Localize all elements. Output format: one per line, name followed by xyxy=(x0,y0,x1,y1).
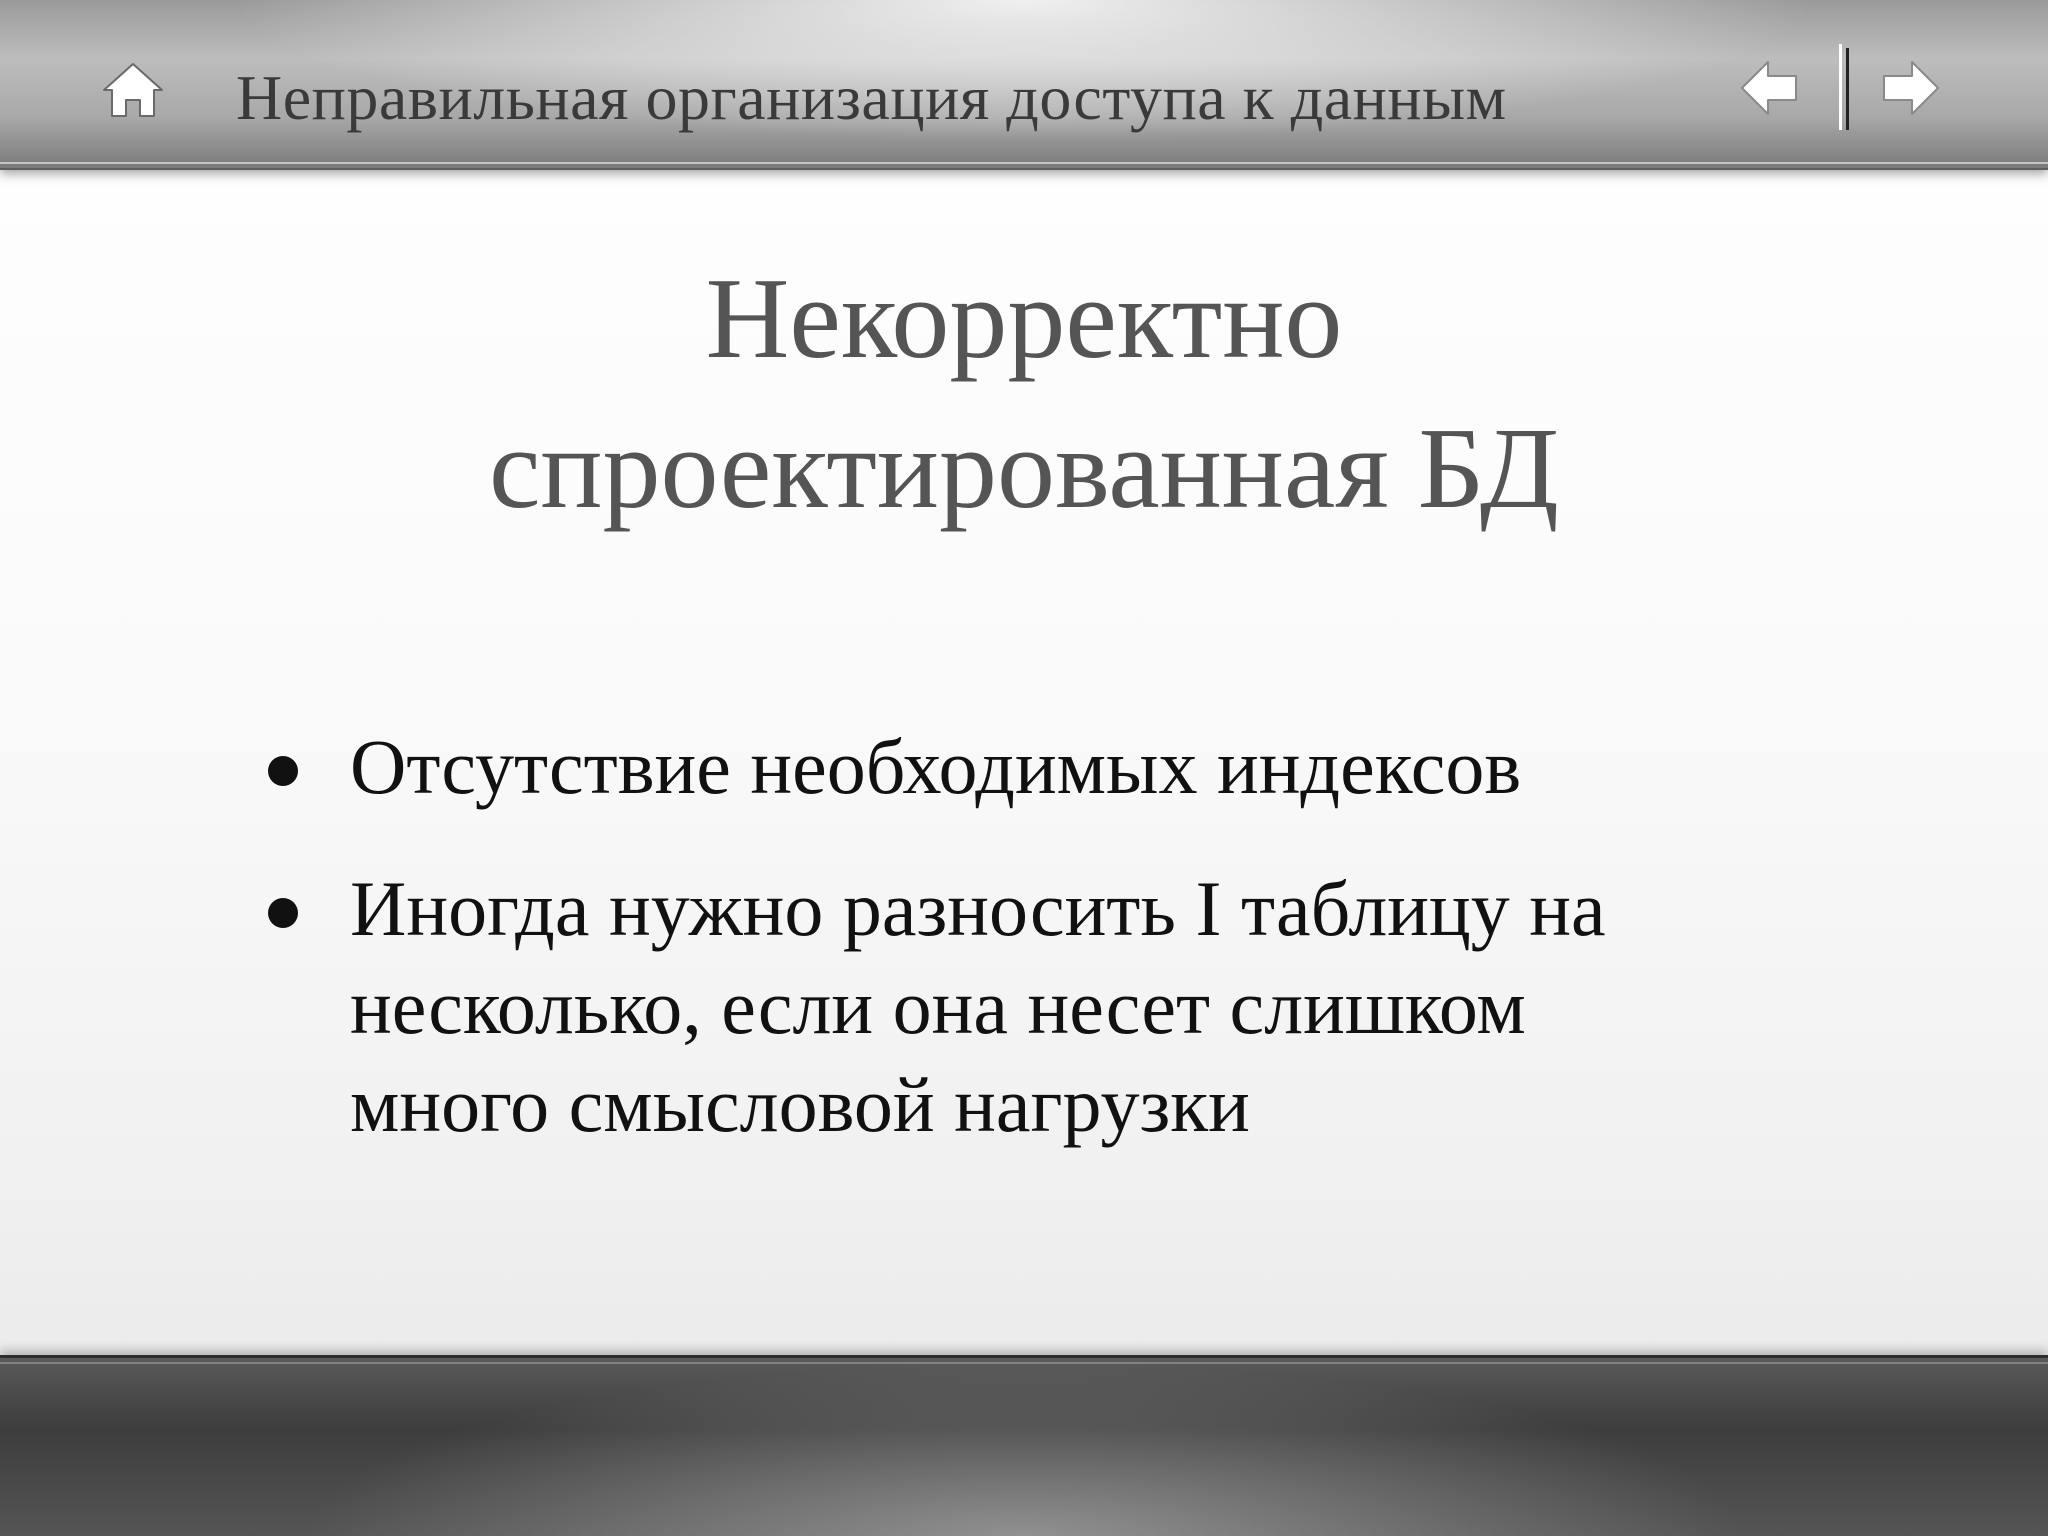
slide-title-line-2: спроектированная БД xyxy=(488,405,1560,533)
next-slide-button[interactable] xyxy=(1882,58,1940,118)
nav-divider xyxy=(1836,44,1854,130)
slide-header xyxy=(0,0,2048,170)
header-title: Неправильная организация доступа к данным xyxy=(236,62,1507,133)
bullet-list xyxy=(260,718,1820,1198)
arrow-right-icon xyxy=(1882,58,1940,118)
slide-footer xyxy=(0,1355,2048,1536)
bullet-text: Иногда нужно разносить I таблицу на несколько, если она несет слишком много смысловой нагрузки xyxy=(350,865,1606,1148)
bullet-item xyxy=(260,860,1820,1154)
home-icon xyxy=(100,60,166,120)
bullet-icon xyxy=(268,756,298,786)
bullet-text: Отсутствие необходимых индексов xyxy=(350,723,1522,810)
arrow-left-icon xyxy=(1740,58,1798,118)
home-button[interactable] xyxy=(100,60,166,120)
slide-title-line-1: Некорректно xyxy=(705,255,1343,383)
bullet-icon xyxy=(268,898,298,928)
bullet-item xyxy=(260,718,1820,816)
slide-title xyxy=(224,244,1824,544)
previous-slide-button[interactable] xyxy=(1740,58,1798,118)
